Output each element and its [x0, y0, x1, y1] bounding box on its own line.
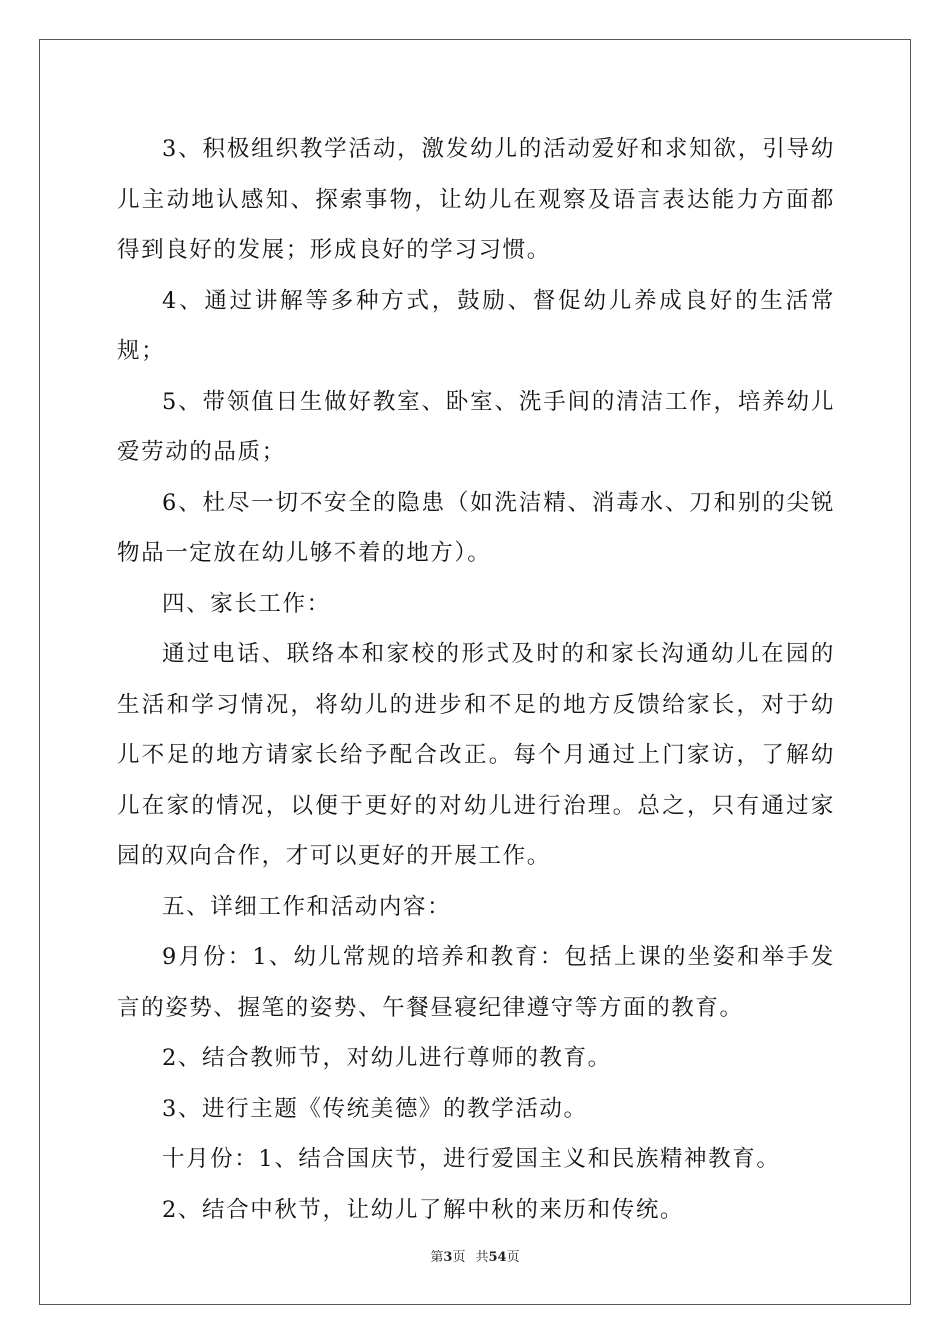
paragraph: 2、结合中秋节，让幼儿了解中秋的来历和传统。 — [162, 1196, 685, 1223]
document-body — [117, 124, 835, 1235]
paragraph: 3、积极组织教学活动，激发幼儿的活动爱好和求知欲，引导幼儿主动地认感知、探索事物，让幼儿在观察及语言表达能力方面都得到良好的发展；形成良好的学习习惯。 — [117, 136, 835, 263]
paragraph: 3、进行主题《传统美德》的教学活动。 — [162, 1095, 588, 1122]
total-suffix: 页 — [506, 1250, 520, 1265]
paragraph: 2、结合教师节，对幼儿进行尊师的教育。 — [162, 1045, 612, 1071]
page-number: 3 — [443, 1250, 453, 1265]
paragraph: 9月份：1、幼儿常规的培养和教育：包括上课的坐姿和举手发言的姿势、握笔的姿势、午餐昼寝纪律遵守等方面的教育。 — [117, 944, 835, 1021]
page-prefix: 第 — [430, 1250, 444, 1265]
paragraph: 6、杜尽一切不安全的隐患（如洗洁精、消毒水、刀和别的尖锐物品一定放在幼儿够不着的地方）。 — [117, 489, 835, 566]
page-suffix: 页 — [452, 1250, 466, 1265]
section-heading: 五、详细工作和活动内容： — [162, 893, 452, 920]
paragraph: 5、带领值日生做好教室、卧室、洗手间的清洁工作，培养幼儿爱劳动的品质； — [117, 388, 835, 465]
paragraph: 4、通过讲解等多种方式，鼓励、督促幼儿养成良好的生活常规； — [117, 287, 835, 364]
total-pages: 54 — [488, 1250, 507, 1265]
total-prefix: 共 — [475, 1250, 489, 1265]
paragraph: 十月份：1、结合国庆节，进行爱国主义和民族精神教育。 — [162, 1146, 781, 1172]
section-heading: 四、家长工作： — [162, 590, 331, 617]
paragraph: 通过电话、联络本和家校的形式及时的和家长沟通幼儿在园的生活和学习情况，将幼儿的进步和不足的地方反馈给家长，对于幼儿不足的地方请家长给予配合改正。每个月通过上门家访，了解幼儿在家的情况，以便于更好的对幼儿进行治理。总之，只有通过家园的双向合作，才可以更好的开展工作。 — [117, 641, 835, 869]
page-footer — [0, 1246, 950, 1265]
